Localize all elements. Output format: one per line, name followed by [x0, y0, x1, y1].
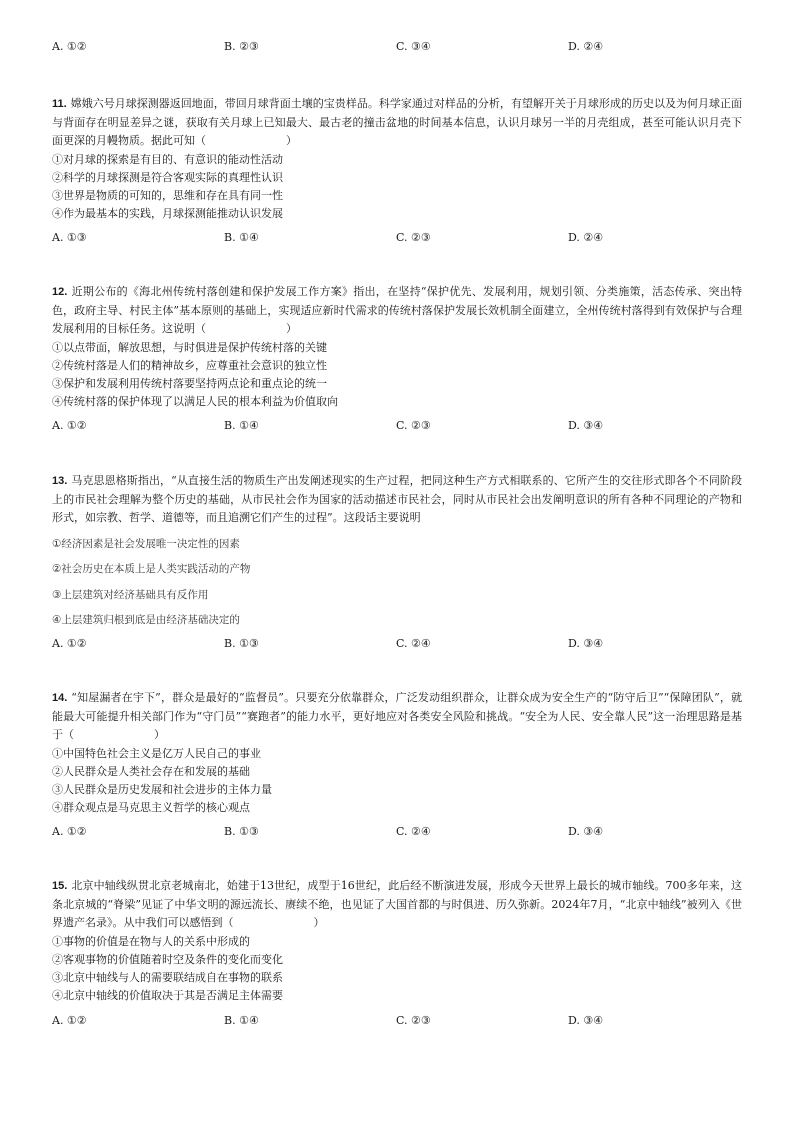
statement-3: ③保护和发展利用传统村落要坚持两点论和重点论的统一	[52, 376, 327, 390]
question-11-stem-end: ）	[286, 134, 297, 147]
q15-option-c[interactable]: C. ②③	[396, 1014, 431, 1027]
q13-option-a[interactable]: A. ①②	[52, 637, 87, 650]
q15-option-d[interactable]: D. ③④	[568, 1014, 604, 1027]
q11-option-d[interactable]: D. ②④	[568, 231, 604, 244]
q10-option-b[interactable]: B. ②③	[224, 40, 259, 53]
question-14-text: “知屋漏者在宇下”，群众是最好的“监督员”。只要充分依靠群众，广泛发动组织群众，让群众成为安全生产的“防守后卫”“保障团队”，就能最大可能提升相关部门作为“守门员”“赛跑者”的能力水平，更好地应对各类安全风险和挑战。“安全为人民、安全靠人民”这一治理思路是基于（	[52, 691, 742, 741]
question-11-number: 11.	[52, 98, 67, 110]
question-12	[52, 283, 742, 411]
question-11-stem	[52, 95, 742, 151]
question-12-text: 近期公布的《海北州传统村落创建和保护发展工作方案》指出，在坚持“保护优先、发展利用，规划引领、分类施策，活态传承、突出特色，政府主导、村民主体”基本原则的基础上，实现适应新时代需求的传统村落保护发展长效机制全面建立，全州传统村落得到有效保护与合理发展利用的目标任务。这说明（	[52, 285, 742, 335]
question-11	[52, 95, 742, 223]
question-13-options	[52, 635, 752, 653]
statement-3: ③世界是物质的可知的，思维和存在具有同一性	[52, 188, 283, 202]
q15-option-a[interactable]: A. ①②	[52, 1014, 87, 1027]
q13-option-d[interactable]: D. ③④	[568, 637, 604, 650]
question-15-stem	[52, 877, 742, 933]
question-15	[52, 877, 742, 1005]
statement-4: ④群众观点是马克思主义哲学的核心观点	[52, 800, 250, 814]
statement-3: ③北京中轴线与人的需要联结成自在事物的联系	[52, 970, 283, 984]
question-14	[52, 689, 742, 817]
statement-1: ①事物的价值是在物与人的关系中形成的	[52, 934, 250, 948]
q10-option-c[interactable]: C. ③④	[396, 40, 431, 53]
statement-2: ②传统村落是人们的精神故乡，应尊重社会意识的独立性	[52, 358, 327, 372]
question-11-statements	[52, 151, 742, 223]
statement-4: ④北京中轴线的价值取决于其是否满足主体需要	[52, 988, 283, 1002]
question-12-statements	[52, 339, 742, 411]
q14-option-c[interactable]: C. ②④	[396, 825, 431, 838]
question-11-text: 嫦娥六号月球探测器返回地面，带回月球背面土壤的宝贵样品。科学家通过对样品的分析，有望解开关于月球形成的历史以及为何月球正面与背面存在明显差异之谜，获取有关月球上已知最大、最古老的撞击盆地的时间基本信息，认识月球另一半的月壳组成，甚至可能认识月壳下面更深的月幔物质。据此可知（	[52, 97, 742, 147]
question-14-options	[52, 823, 752, 841]
q12-option-d[interactable]: D. ③④	[568, 419, 604, 432]
q10-options	[52, 38, 752, 56]
q12-option-a[interactable]: A. ①②	[52, 419, 87, 432]
q10-option-a[interactable]: A. ①②	[52, 40, 87, 53]
question-15-options	[52, 1012, 752, 1030]
statement-1: ①以点带面，解放思想，与时俱进是保护传统村落的关键	[52, 340, 327, 354]
statement-2: ②客观事物的价值随着时空及条件的变化而变化	[52, 952, 283, 966]
q14-option-a[interactable]: A. ①②	[52, 825, 87, 838]
question-14-statements	[52, 745, 742, 817]
question-13	[52, 472, 742, 634]
statement-2: ②科学的月球探测是符合客观实际的真理性认识	[52, 170, 283, 184]
q11-option-a[interactable]: A. ①③	[52, 231, 87, 244]
q13-option-b[interactable]: B. ①③	[224, 637, 259, 650]
question-13-text: 马克思恩格斯指出，“从直接生活的物质生产出发阐述现实的生产过程，把同这种生产方式相联系的、它所产生的交往形式即各个不同阶段上的市民社会理解为整个历史的基础，从市民社会作为国家的活动描述市民社会，同时从市民社会出发阐明意识的所有各种不同理论的产物和形式，如宗教、哲学、道德等，而且追溯它们产生的过程”。这段话主要说明	[52, 474, 742, 524]
question-13-number: 13.	[52, 475, 68, 487]
question-12-number: 12.	[52, 286, 68, 298]
statement-1: ①对月球的探索是有目的、有意识的能动性活动	[52, 152, 283, 166]
question-15-text: 北京中轴线纵贯北京老城南北，始建于13世纪，成型于16世纪，此后经不断演进发展，形成今天世界上最长的城市轴线。700多年来，这条北京城的“脊梁”见证了中华文明的源远流长、赓续不绝，也见证了大国首都的与时俱进、历久弥新。2024年7月，“北京中轴线”被列入《世界遗产名录》。从中我们可以感悟到（	[52, 879, 742, 929]
question-14-stem-end: ）	[154, 728, 165, 741]
q15-option-b[interactable]: B. ①④	[224, 1014, 259, 1027]
q14-option-b[interactable]: B. ①③	[224, 825, 259, 838]
statement-2: ②社会历史在本质上是人类实践活动的产物	[52, 563, 251, 575]
question-12-options	[52, 417, 752, 435]
statement-4: ④作为最基本的实践，月球探测能推动认识发展	[52, 206, 283, 220]
q12-option-c[interactable]: C. ②③	[396, 419, 431, 432]
question-14-number: 14.	[52, 692, 68, 704]
question-15-stem-end: ）	[313, 916, 325, 929]
statement-1: ①经济因素是社会发展唯一决定性的因素	[52, 537, 240, 550]
q14-option-d[interactable]: D. ③④	[568, 825, 604, 838]
q13-option-c[interactable]: C. ②④	[396, 637, 431, 650]
statement-3: ③上层建筑对经济基础具有反作用	[52, 588, 209, 601]
question-13-statements	[52, 532, 742, 634]
q11-option-b[interactable]: B. ①④	[224, 231, 259, 244]
question-12-stem-end: ）	[286, 322, 297, 335]
q11-option-c[interactable]: C. ②③	[396, 231, 431, 244]
question-15-statements	[52, 933, 742, 1005]
statement-1: ①中国特色社会主义是亿万人民自己的事业	[52, 746, 261, 760]
statement-4: ④上层建筑归根到底是由经济基础决定的	[52, 614, 240, 626]
question-12-stem	[52, 283, 742, 339]
statement-4: ④传统村落的保护体现了以满足人民的根本利益为价值取向	[52, 394, 338, 408]
question-11-options	[52, 229, 752, 247]
q10-option-d[interactable]: D. ②④	[568, 40, 604, 53]
q12-option-b[interactable]: B. ①④	[224, 419, 259, 432]
question-14-stem	[52, 689, 742, 745]
question-15-number: 15.	[52, 880, 68, 892]
statement-3: ③人民群众是历史发展和社会进步的主体力量	[52, 782, 272, 796]
statement-2: ②人民群众是人类社会存在和发展的基础	[52, 764, 250, 778]
question-13-stem	[52, 472, 742, 528]
